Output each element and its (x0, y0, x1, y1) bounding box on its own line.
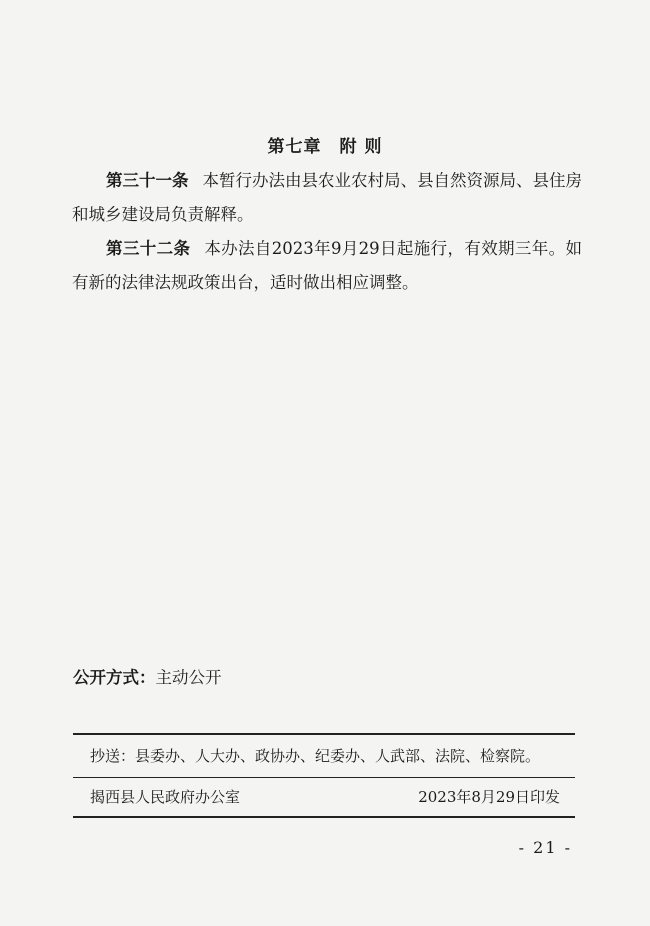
disclosure-method (73, 664, 222, 688)
disclosure-value: 主动公开 (155, 668, 222, 687)
page-number: - 21 - (518, 838, 572, 857)
issuing-office: 揭西县人民政府办公室 (90, 788, 241, 806)
article-32-text: 本办法自2023年9月29日起施行，有效期三年。如有新的法律法规政策出台，适时做出相应调整。 (72, 239, 582, 292)
article-31 (72, 164, 582, 232)
issue-date: 2023年8月29日印发 (418, 788, 560, 806)
article-31-label: 第三十一条 (106, 171, 189, 190)
article-32-label: 第三十二条 (106, 239, 191, 258)
footer-rule-middle (73, 777, 575, 778)
disclosure-label: 公开方式： (73, 668, 156, 687)
chapter-title: 第七章 附 则 (267, 137, 383, 157)
footer-rule-top (73, 733, 575, 735)
article-31-text: 本暂行办法由县农业农村局、县自然资源局、县住房和城乡建设局负责解释。 (72, 171, 582, 224)
footer-rule-bottom (73, 816, 575, 818)
cc-list: 抄送：县委办、人大办、政协办、纪委办、人武部、法院、检察院。 (90, 747, 541, 765)
article-32 (72, 232, 582, 300)
